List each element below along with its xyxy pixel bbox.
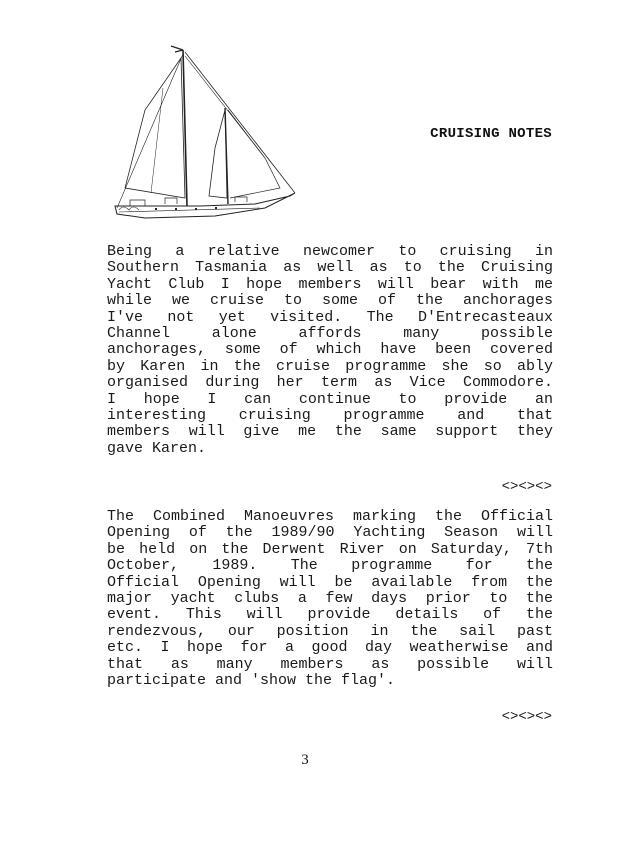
text-line: interesting cruising programme and that — [107, 406, 553, 424]
section-separator: <><><> — [501, 709, 552, 725]
text-line: event. This will provide details of the — [107, 606, 553, 624]
page-number: 3 — [301, 752, 309, 768]
text-line: Yacht Club I hope members will bear with me — [107, 275, 553, 293]
page-title: CRUISING NOTES — [430, 126, 552, 142]
text-line: gave Karen. — [107, 439, 207, 457]
text-line: etc. I hope for a good day weatherwise and — [107, 639, 553, 657]
paragraph-manoeuvres — [107, 509, 553, 689]
section-separator: <><><> — [501, 479, 552, 495]
text-line: I've not yet visited. The D'Entrecasteaux — [107, 308, 553, 326]
text-line: Channel alone affords many possible — [107, 324, 553, 342]
text-line: Southern Tasmania as well as to the Cruising — [107, 259, 553, 277]
sailing-ship-icon — [105, 38, 305, 223]
text-line: The Combined Manoeuvres marking the Official — [107, 508, 553, 525]
text-line: that as many members as possible will — [107, 655, 553, 673]
text-line: I hope I can continue to provide an — [107, 390, 553, 408]
text-line: October, 1989. The programme for the — [107, 557, 553, 575]
text-line: Being a relative newcomer to cruising in — [107, 243, 553, 260]
text-line: Opening of the 1989/90 Yachting Season will — [107, 524, 553, 542]
text-line: be held on the Derwent River on Saturday, 7th — [107, 540, 553, 558]
text-line: participate and 'show the flag'. — [107, 671, 396, 689]
text-line: organised during her term as Vice Commodore. — [107, 374, 553, 392]
text-line: while we cruise to some of the anchorages — [107, 292, 553, 310]
text-line: by Karen in the cruise programme she so ably — [107, 357, 553, 375]
text-line: members will give me the same support they — [107, 423, 553, 441]
text-line: Official Opening will be available from the — [107, 573, 553, 591]
text-line: anchorages, some of which have been covered — [107, 341, 553, 359]
paragraph-intro — [107, 244, 553, 457]
text-line: major yacht clubs a few days prior to the — [107, 589, 553, 607]
text-line: rendezvous, our position in the sail past — [107, 622, 553, 640]
